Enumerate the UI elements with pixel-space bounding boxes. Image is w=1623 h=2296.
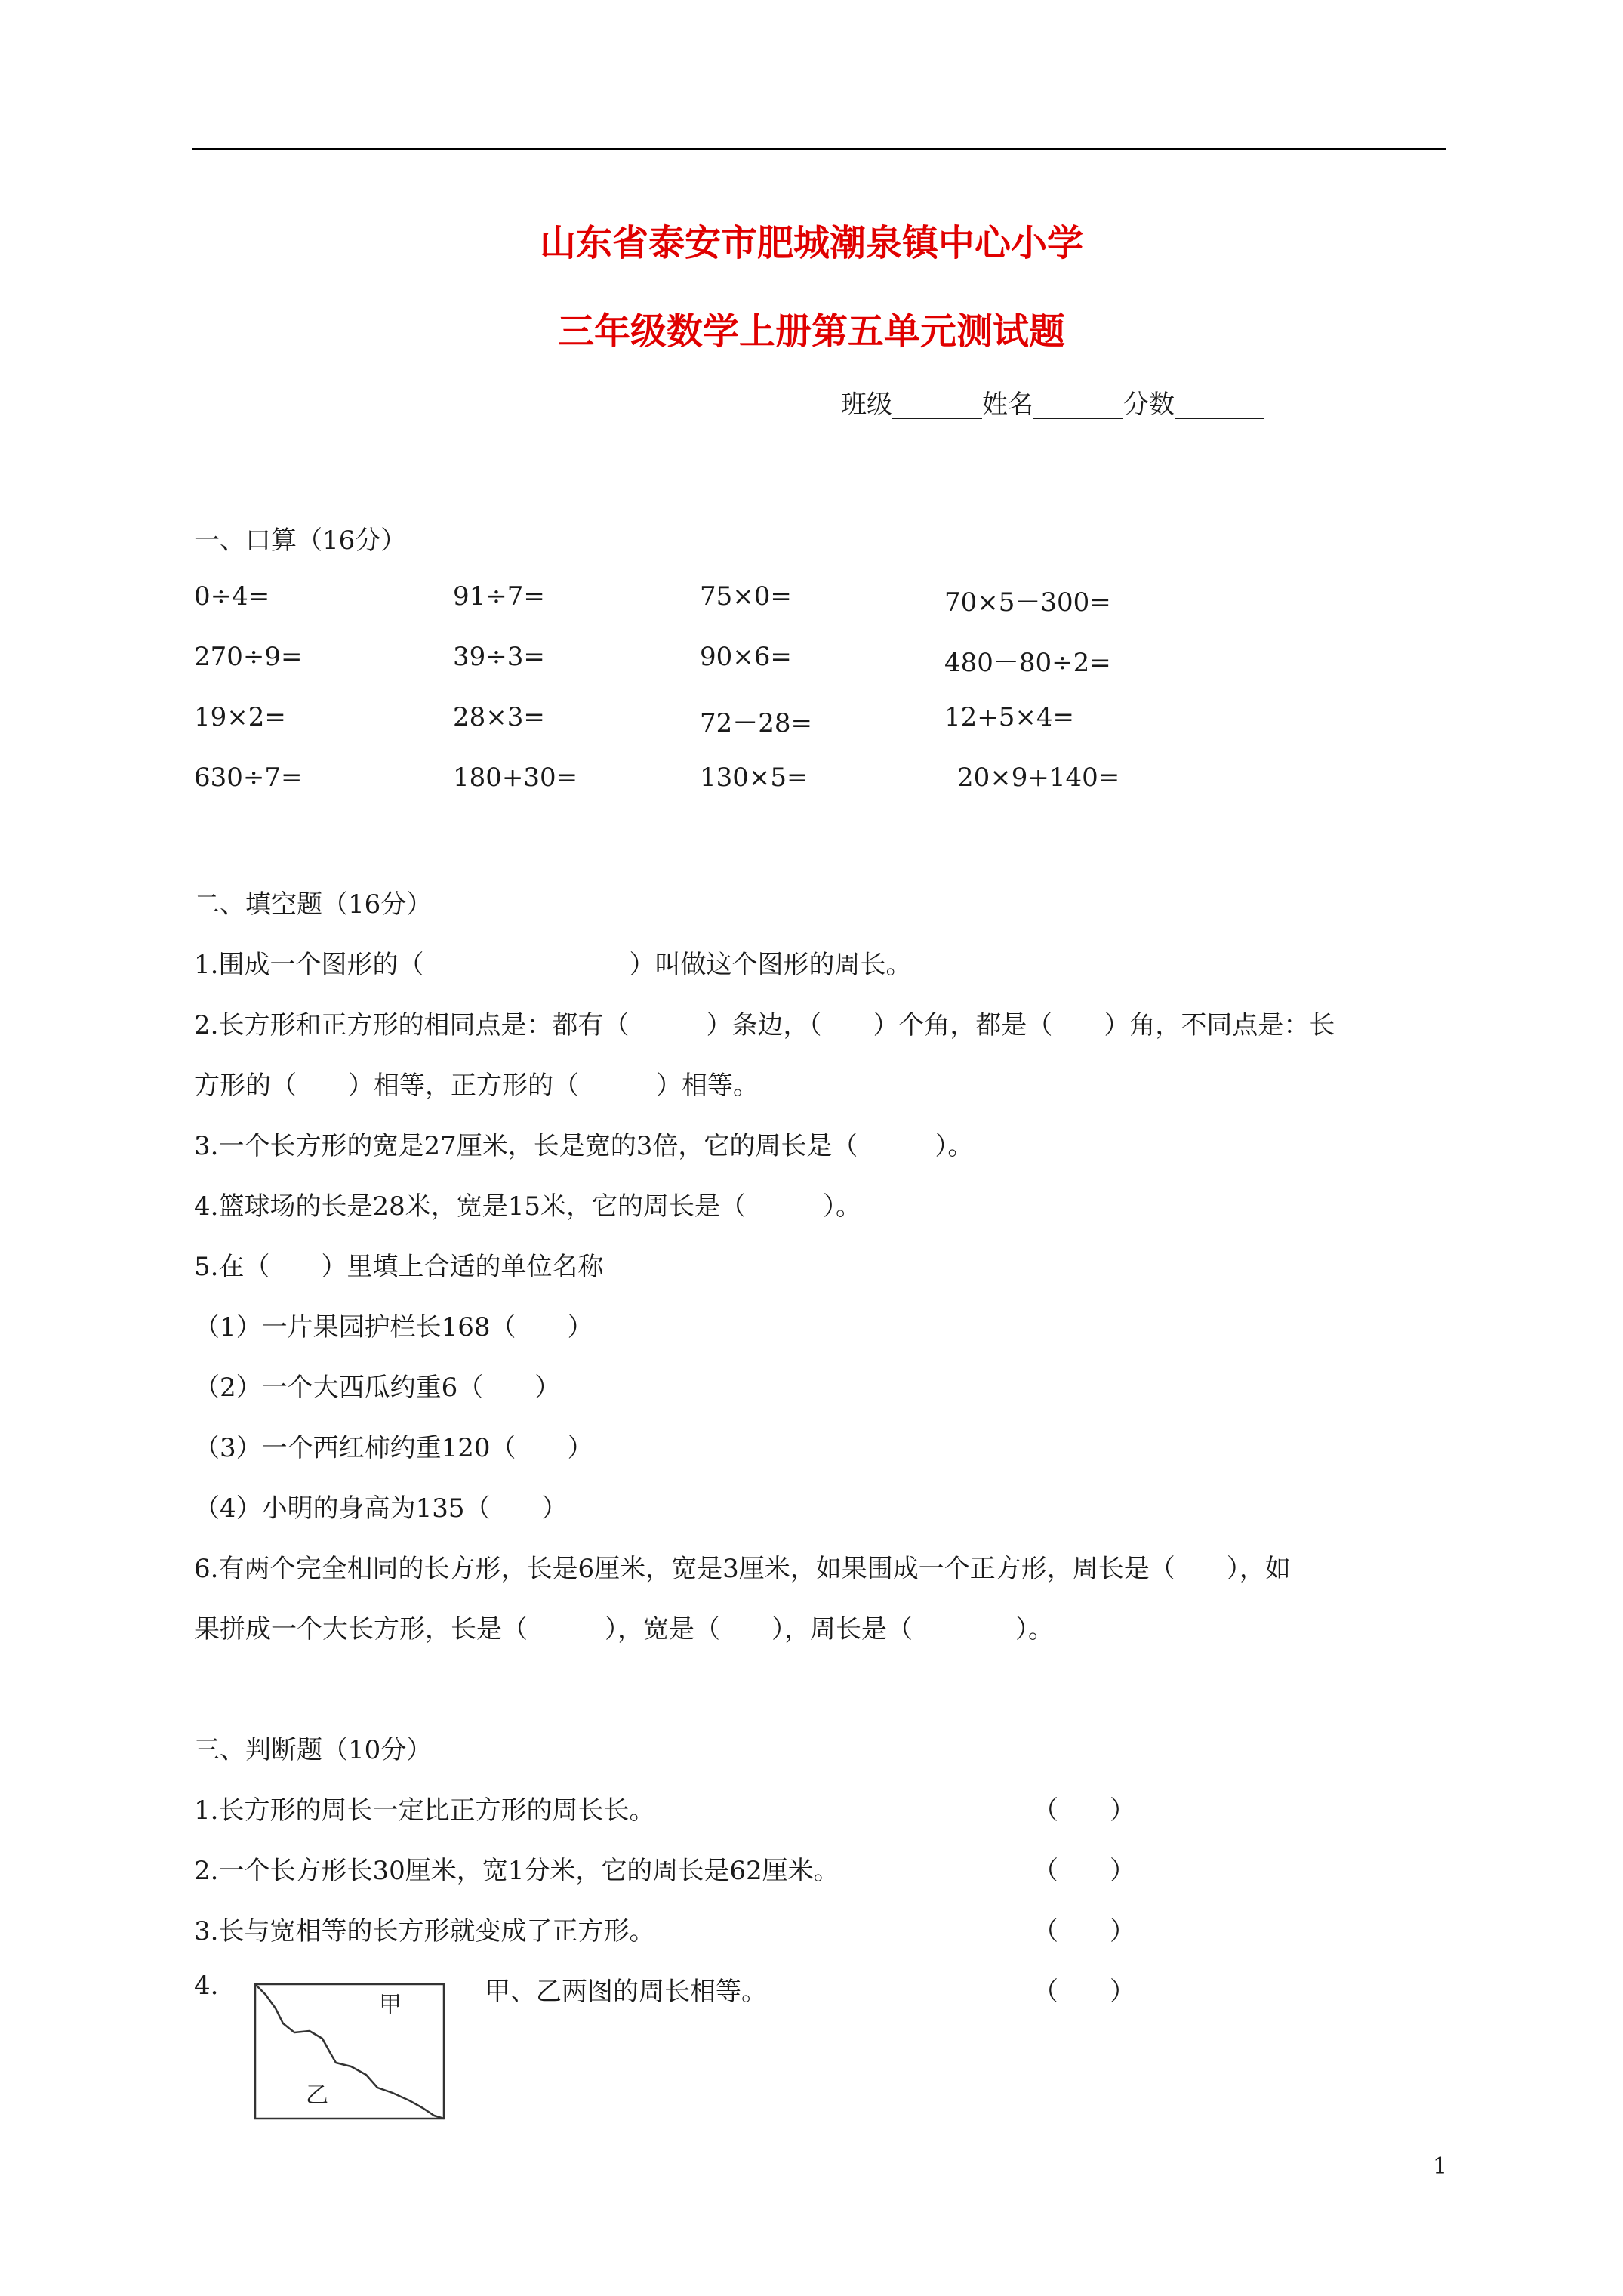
calc-item: 28×3= <box>453 702 545 732</box>
fill-question-6-line-1: 6.有两个完全相同的长方形，长是6厘米，宽是3厘米，如果围成一个正方形，周长是（ ），如 <box>194 1554 1291 1584</box>
calc-item: 270÷9= <box>194 642 303 672</box>
fill-question-1: 1.围成一个图形的（ ）叫做这个图形的周长。 <box>194 950 912 980</box>
fill-question-5-item: （1）一片果园护栏长168（ ） <box>194 1312 593 1342</box>
calc-item: 75×0= <box>700 581 792 612</box>
calc-item: 480－80÷2= <box>944 648 1111 678</box>
section-2-heading: 二、填空题（16分） <box>194 889 433 920</box>
section-1-heading: 一、口算（16分） <box>194 525 407 556</box>
fill-question-5: 5.在（ ）里填上合适的单位名称 <box>194 1252 604 1282</box>
calc-item: 20×9+140= <box>957 763 1120 793</box>
title-school: 山东省泰安市肥城潮泉镇中心小学 <box>539 222 1083 264</box>
calc-item: 70×5－300= <box>944 587 1111 618</box>
section-3-heading: 三、判断题（10分） <box>194 1735 433 1765</box>
calc-item: 130×5= <box>700 763 808 793</box>
judge-question-1: 1.长方形的周长一定比正方形的周长长。 <box>194 1795 655 1826</box>
calc-item: 630÷7= <box>194 763 303 793</box>
calc-item: 39÷3= <box>453 642 545 672</box>
calc-item: 90×6= <box>700 642 792 672</box>
judge-question-4-text: 甲、乙两图的周长相等。 <box>485 1977 767 2007</box>
title-exam: 三年级数学上册第五单元测试题 <box>557 310 1065 353</box>
figure-label-jia: 甲 <box>379 1992 402 2018</box>
calc-item: 19×2= <box>194 702 286 732</box>
fill-question-6-line-2: 果拼成一个大长方形，长是（ ），宽是（ ），周长是（ ）。 <box>194 1614 1054 1644</box>
judge-answer-bracket: （ ） <box>1033 1977 1135 2007</box>
judge-question-3: 3.长与宽相等的长方形就变成了正方形。 <box>194 1916 655 1946</box>
judge-answer-bracket: （ ） <box>1033 1856 1135 1886</box>
figure-label-yi: 乙 <box>306 2082 328 2109</box>
fill-question-5-item: （4）小明的身高为135（ ） <box>194 1493 568 1524</box>
calc-item: 72－28= <box>700 708 813 738</box>
calc-item: 12+5×4= <box>944 702 1074 732</box>
student-info-line: 班级_______姓名_______分数_______ <box>841 390 1264 420</box>
fill-question-5-item: （3）一个西红柿约重120（ ） <box>194 1433 593 1463</box>
judge-answer-bracket: （ ） <box>1033 1795 1135 1826</box>
judge-question-4-number: 4. <box>194 1971 219 2001</box>
calc-item: 180+30= <box>453 763 578 793</box>
judge-question-2: 2.一个长方形长30厘米，宽1分米，它的周长是62厘米。 <box>194 1856 839 1886</box>
fill-question-2-line-1: 2.长方形和正方形的相同点是：都有（ ）条边，（ ）个角，都是（ ）角，不同点是：长 <box>194 1010 1335 1040</box>
header-rule <box>192 148 1446 150</box>
fill-question-3: 3.一个长方形的宽是27厘米，长是宽的3倍，它的周长是（ ）。 <box>194 1131 974 1161</box>
fill-question-2-line-2: 方形的（ ）相等，正方形的（ ）相等。 <box>194 1071 759 1101</box>
calc-item: 0÷4= <box>194 581 270 612</box>
perimeter-figure <box>249 1978 453 2129</box>
judge-answer-bracket: （ ） <box>1033 1916 1135 1946</box>
fill-question-4: 4.篮球场的长是28米，宽是15米，它的周长是（ ）。 <box>194 1191 861 1222</box>
calc-item: 91÷7= <box>453 581 545 612</box>
figure-dividing-line <box>255 1984 444 2119</box>
figure-rectangle <box>255 1984 444 2119</box>
page-number: 1 <box>1433 2153 1448 2180</box>
fill-question-5-item: （2）一个大西瓜约重6（ ） <box>194 1373 561 1403</box>
